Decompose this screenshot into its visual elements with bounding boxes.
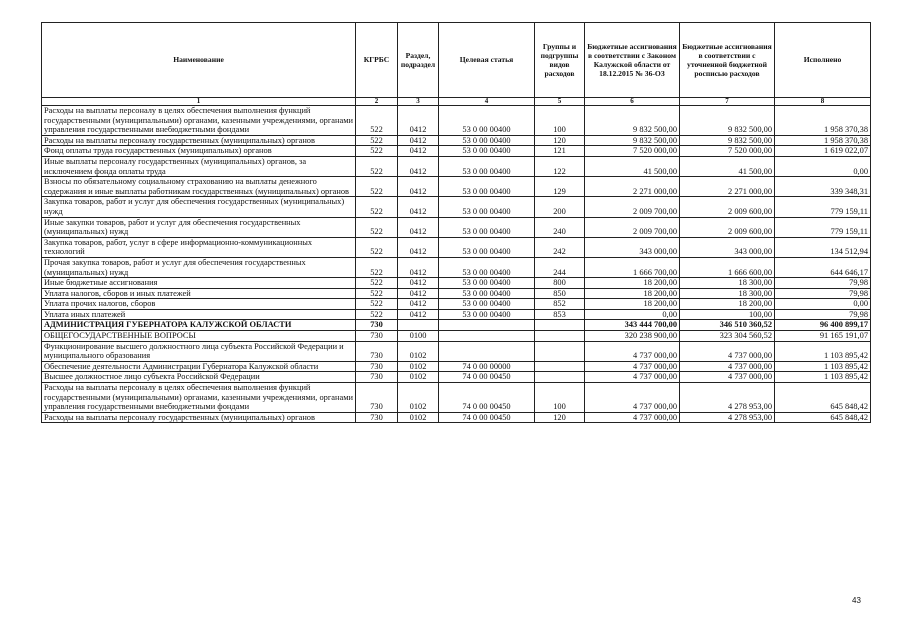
column-number: 2 xyxy=(356,98,398,106)
row-executed: 645 848,42 xyxy=(775,383,871,413)
row-group xyxy=(535,320,585,331)
row-section: 0412 xyxy=(398,288,439,299)
row-kgrbs: 730 xyxy=(356,361,398,372)
row-name: АДМИНИСТРАЦИЯ ГУБЕРНАТОРА КАЛУЖСКОЙ ОБЛАСТИ xyxy=(42,320,356,331)
row-assigned-list: 323 304 560,52 xyxy=(680,331,775,342)
row-kgrbs: 730 xyxy=(356,341,398,361)
table-row xyxy=(42,331,871,342)
row-assigned-list: 100,00 xyxy=(680,309,775,320)
table-row xyxy=(42,299,871,310)
row-name: Расходы на выплаты персоналу в целях обеспечения выполнения функций государственными (муниципальными) органами, казенными учреждениями, органами управления государственными внебюджетными фондами xyxy=(42,383,356,413)
row-target: 53 0 00 00400 xyxy=(439,309,535,320)
row-executed: 1 103 895,42 xyxy=(775,361,871,372)
row-target xyxy=(439,341,535,361)
row-section: 0102 xyxy=(398,412,439,423)
row-name: Расходы на выплаты персоналу в целях обеспечения выполнения функций государственными (муниципальными) органами, казенными учреждениями, органами управления государственными внебюджетными фондами xyxy=(42,106,356,136)
row-name: Закупка товаров, работ и услуг для обеспечения государственных (муниципальных) нужд xyxy=(42,197,356,217)
table-row xyxy=(42,156,871,176)
row-kgrbs: 522 xyxy=(356,299,398,310)
row-assigned-list: 1 666 600,00 xyxy=(680,257,775,277)
row-target xyxy=(439,320,535,331)
row-executed: 0,00 xyxy=(775,299,871,310)
row-group: 120 xyxy=(535,412,585,423)
row-kgrbs: 730 xyxy=(356,331,398,342)
row-name: Функционирование высшего должностного лица субъекта Российской Федерации и муниципального образования xyxy=(42,341,356,361)
row-assigned-list: 4 737 000,00 xyxy=(680,341,775,361)
row-target: 53 0 00 00400 xyxy=(439,288,535,299)
row-name: Уплата прочих налогов, сборов xyxy=(42,299,356,310)
row-group: 121 xyxy=(535,146,585,157)
row-group xyxy=(535,361,585,372)
row-target: 53 0 00 00400 xyxy=(439,237,535,257)
row-assigned-list: 18 200,00 xyxy=(680,299,775,310)
row-kgrbs: 522 xyxy=(356,217,398,237)
row-group: 853 xyxy=(535,309,585,320)
row-section: 0100 xyxy=(398,331,439,342)
row-section: 0412 xyxy=(398,156,439,176)
row-target: 74 0 00 00450 xyxy=(439,372,535,383)
row-group: 120 xyxy=(535,135,585,146)
row-kgrbs: 730 xyxy=(356,412,398,423)
row-executed: 1 958 370,38 xyxy=(775,135,871,146)
row-group xyxy=(535,331,585,342)
row-group: 122 xyxy=(535,156,585,176)
row-executed: 1 958 370,38 xyxy=(775,106,871,136)
page-number: 43 xyxy=(852,596,861,605)
row-name: Закупка товаров, работ, услуг в сфере информационно-коммуникационных технологий xyxy=(42,237,356,257)
row-kgrbs: 522 xyxy=(356,309,398,320)
row-kgrbs: 730 xyxy=(356,383,398,413)
row-name: Взносы по обязательному социальному страхованию на выплаты денежного содержания и иные выплаты работникам государственных (муниципальных) органов xyxy=(42,177,356,197)
row-section: 0102 xyxy=(398,341,439,361)
row-name: Прочая закупка товаров, работ и услуг для обеспечения государственных (муниципальных) нужд xyxy=(42,257,356,277)
row-assigned-law: 320 238 900,00 xyxy=(585,331,680,342)
row-group: 850 xyxy=(535,288,585,299)
row-assigned-list: 4 737 000,00 xyxy=(680,361,775,372)
row-section: 0102 xyxy=(398,383,439,413)
header-section: Раздел, подраздел xyxy=(398,23,439,98)
header-target: Целевая статья xyxy=(439,23,535,98)
row-executed: 339 348,31 xyxy=(775,177,871,197)
budget-table xyxy=(41,22,871,423)
row-section: 0412 xyxy=(398,177,439,197)
column-number: 1 xyxy=(42,98,356,106)
row-assigned-list: 2 009 600,00 xyxy=(680,197,775,217)
table-row xyxy=(42,288,871,299)
row-section: 0412 xyxy=(398,217,439,237)
header-kgrbs: КГРБС xyxy=(356,23,398,98)
row-assigned-list: 7 520 000,00 xyxy=(680,146,775,157)
table-row xyxy=(42,217,871,237)
table-row xyxy=(42,361,871,372)
row-assigned-list: 4 737 000,00 xyxy=(680,372,775,383)
row-target: 53 0 00 00400 xyxy=(439,135,535,146)
row-assigned-law: 18 200,00 xyxy=(585,299,680,310)
table-row xyxy=(42,383,871,413)
table-row xyxy=(42,177,871,197)
row-assigned-list: 18 300,00 xyxy=(680,288,775,299)
row-group: 242 xyxy=(535,237,585,257)
row-section: 0412 xyxy=(398,197,439,217)
table-row xyxy=(42,146,871,157)
row-section: 0412 xyxy=(398,146,439,157)
column-number: 5 xyxy=(535,98,585,106)
row-kgrbs: 522 xyxy=(356,278,398,289)
row-executed: 779 159,11 xyxy=(775,197,871,217)
row-name: Уплата иных платежей xyxy=(42,309,356,320)
table-row xyxy=(42,372,871,383)
row-assigned-list: 18 300,00 xyxy=(680,278,775,289)
row-assigned-law: 1 666 700,00 xyxy=(585,257,680,277)
row-assigned-list: 9 832 500,00 xyxy=(680,106,775,136)
row-assigned-list: 343 000,00 xyxy=(680,237,775,257)
table-row xyxy=(42,135,871,146)
table-row xyxy=(42,278,871,289)
row-section: 0102 xyxy=(398,361,439,372)
table-row xyxy=(42,412,871,423)
row-executed: 79,98 xyxy=(775,278,871,289)
row-section: 0412 xyxy=(398,309,439,320)
row-name: Высшее должностное лицо субъекта Российской Федерации xyxy=(42,372,356,383)
row-assigned-list: 9 832 500,00 xyxy=(680,135,775,146)
row-section: 0412 xyxy=(398,237,439,257)
row-assigned-law: 18 200,00 xyxy=(585,288,680,299)
row-section xyxy=(398,320,439,331)
row-target xyxy=(439,331,535,342)
row-assigned-list: 346 510 360,52 xyxy=(680,320,775,331)
row-target: 53 0 00 00400 xyxy=(439,257,535,277)
row-name: Иные закупки товаров, работ и услуг для обеспечения государственных (муниципальных) нужд xyxy=(42,217,356,237)
row-group: 129 xyxy=(535,177,585,197)
row-name: Иные бюджетные ассигнования xyxy=(42,278,356,289)
row-assigned-law: 4 737 000,00 xyxy=(585,383,680,413)
row-kgrbs: 730 xyxy=(356,320,398,331)
column-number-row xyxy=(42,98,871,106)
row-target: 53 0 00 00400 xyxy=(439,177,535,197)
row-section: 0412 xyxy=(398,299,439,310)
row-executed: 645 848,42 xyxy=(775,412,871,423)
row-executed: 1 103 895,42 xyxy=(775,372,871,383)
row-target: 74 0 00 00450 xyxy=(439,383,535,413)
row-assigned-law: 7 520 000,00 xyxy=(585,146,680,157)
row-assigned-list: 4 278 953,00 xyxy=(680,383,775,413)
row-name: Обеспечение деятельности Администрации Губернатора Калужской области xyxy=(42,361,356,372)
row-executed: 779 159,11 xyxy=(775,217,871,237)
header-groups: Группы и подгруппы видов расходов xyxy=(535,23,585,98)
row-group: 240 xyxy=(535,217,585,237)
row-executed: 79,98 xyxy=(775,309,871,320)
table-row xyxy=(42,320,871,331)
column-number: 3 xyxy=(398,98,439,106)
row-group xyxy=(535,372,585,383)
row-name: ОБЩЕГОСУДАРСТВЕННЫЕ ВОПРОСЫ xyxy=(42,331,356,342)
header-name: Наименование xyxy=(42,23,356,98)
row-section: 0412 xyxy=(398,106,439,136)
row-executed: 0,00 xyxy=(775,156,871,176)
row-kgrbs: 522 xyxy=(356,156,398,176)
row-assigned-law: 9 832 500,00 xyxy=(585,106,680,136)
row-assigned-law: 0,00 xyxy=(585,309,680,320)
row-group xyxy=(535,341,585,361)
row-executed: 1 103 895,42 xyxy=(775,341,871,361)
row-group: 244 xyxy=(535,257,585,277)
header-assigned-law: Бюджетные ассигнования в соответствии с Законом Калужской области от 18.12.2015 № 36-ОЗ xyxy=(585,23,680,98)
column-number: 8 xyxy=(775,98,871,106)
row-name: Расходы на выплаты персоналу государственных (муниципальных) органов xyxy=(42,135,356,146)
row-name: Фонд оплаты труда государственных (муниципальных) органов xyxy=(42,146,356,157)
row-executed: 91 165 191,07 xyxy=(775,331,871,342)
row-target: 53 0 00 00400 xyxy=(439,217,535,237)
row-kgrbs: 522 xyxy=(356,146,398,157)
row-group: 100 xyxy=(535,383,585,413)
row-assigned-law: 2 009 700,00 xyxy=(585,217,680,237)
row-executed: 96 400 899,17 xyxy=(775,320,871,331)
row-assigned-law: 41 500,00 xyxy=(585,156,680,176)
row-section: 0412 xyxy=(398,135,439,146)
table-row xyxy=(42,237,871,257)
table-row xyxy=(42,197,871,217)
row-assigned-list: 4 278 953,00 xyxy=(680,412,775,423)
row-executed: 79,98 xyxy=(775,288,871,299)
row-assigned-law: 4 737 000,00 xyxy=(585,412,680,423)
row-name: Расходы на выплаты персоналу государственных (муниципальных) органов xyxy=(42,412,356,423)
row-group: 200 xyxy=(535,197,585,217)
row-group: 800 xyxy=(535,278,585,289)
row-target: 53 0 00 00400 xyxy=(439,106,535,136)
row-kgrbs: 730 xyxy=(356,372,398,383)
row-assigned-law: 2 271 000,00 xyxy=(585,177,680,197)
row-assigned-law: 9 832 500,00 xyxy=(585,135,680,146)
table-row xyxy=(42,341,871,361)
row-kgrbs: 522 xyxy=(356,288,398,299)
row-assigned-law: 343 000,00 xyxy=(585,237,680,257)
row-assigned-law: 343 444 700,00 xyxy=(585,320,680,331)
row-kgrbs: 522 xyxy=(356,197,398,217)
row-target: 53 0 00 00400 xyxy=(439,278,535,289)
row-group: 852 xyxy=(535,299,585,310)
table-row xyxy=(42,106,871,136)
table-row xyxy=(42,257,871,277)
row-kgrbs: 522 xyxy=(356,135,398,146)
row-target: 74 0 00 00000 xyxy=(439,361,535,372)
row-assigned-list: 2 271 000,00 xyxy=(680,177,775,197)
table-row xyxy=(42,309,871,320)
row-executed: 644 646,17 xyxy=(775,257,871,277)
row-target: 53 0 00 00400 xyxy=(439,197,535,217)
row-executed: 134 512,94 xyxy=(775,237,871,257)
row-kgrbs: 522 xyxy=(356,257,398,277)
row-section: 0412 xyxy=(398,278,439,289)
column-number: 7 xyxy=(680,98,775,106)
row-name: Иные выплаты персоналу государственных (муниципальных) органов, за исключением фонда оплаты труда xyxy=(42,156,356,176)
column-number: 6 xyxy=(585,98,680,106)
row-assigned-law: 2 009 700,00 xyxy=(585,197,680,217)
row-kgrbs: 522 xyxy=(356,237,398,257)
row-target: 53 0 00 00400 xyxy=(439,299,535,310)
row-assigned-law: 4 737 000,00 xyxy=(585,372,680,383)
row-executed: 1 619 022,07 xyxy=(775,146,871,157)
row-group: 100 xyxy=(535,106,585,136)
row-assigned-list: 41 500,00 xyxy=(680,156,775,176)
table-header-row xyxy=(42,23,871,98)
header-assigned-list: Бюджетные ассигнования в соответствии с уточненной бюджетной росписью расходов xyxy=(680,23,775,98)
row-section: 0412 xyxy=(398,257,439,277)
row-assigned-law: 18 200,00 xyxy=(585,278,680,289)
header-executed: Исполнено xyxy=(775,23,871,98)
row-target: 53 0 00 00400 xyxy=(439,156,535,176)
row-assigned-law: 4 737 000,00 xyxy=(585,361,680,372)
column-number: 4 xyxy=(439,98,535,106)
row-kgrbs: 522 xyxy=(356,106,398,136)
row-name: Уплата налогов, сборов и иных платежей xyxy=(42,288,356,299)
row-kgrbs: 522 xyxy=(356,177,398,197)
table-body xyxy=(42,106,871,423)
row-section: 0102 xyxy=(398,372,439,383)
report-page xyxy=(41,22,870,423)
row-assigned-list: 2 009 600,00 xyxy=(680,217,775,237)
row-target: 74 0 00 00450 xyxy=(439,412,535,423)
row-target: 53 0 00 00400 xyxy=(439,146,535,157)
row-assigned-law: 4 737 000,00 xyxy=(585,341,680,361)
